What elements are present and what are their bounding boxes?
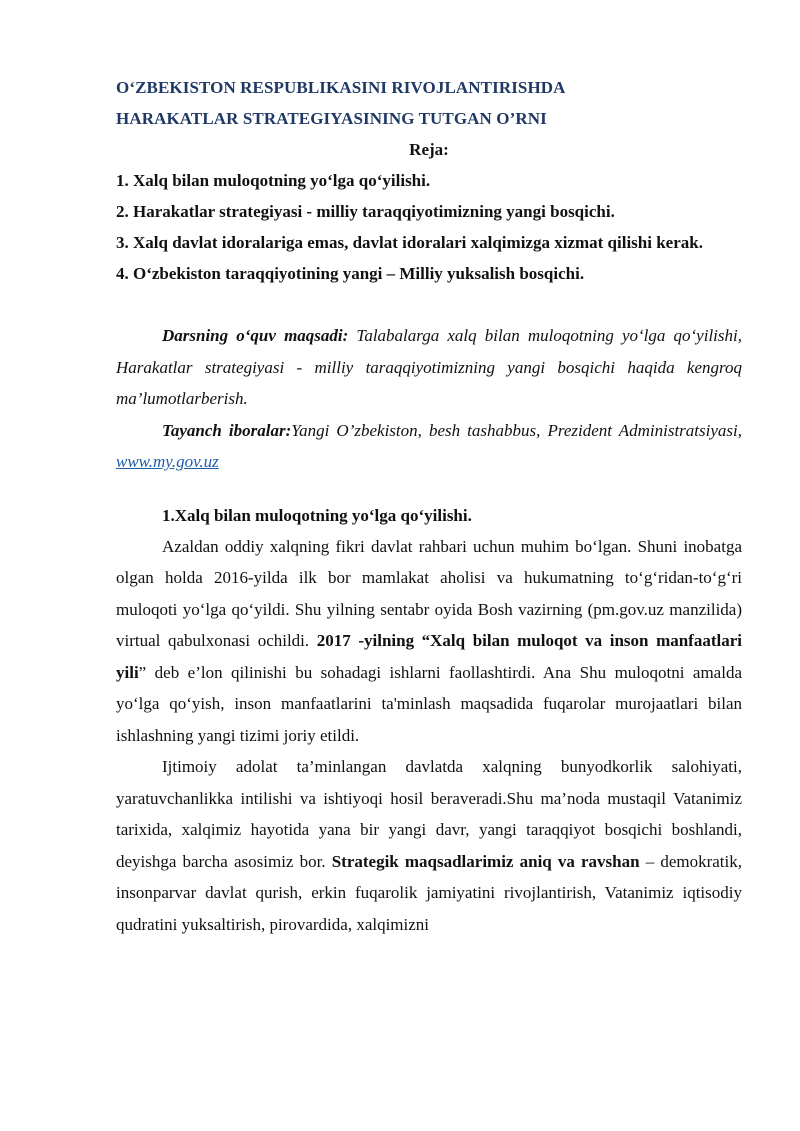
keywords-label: Tayanch iboralar: [162,420,292,440]
spacer [116,478,742,500]
website-link[interactable]: www.my.gov.uz [116,452,219,471]
keywords-text: Yangi O’zbekiston, besh tashabbus, Prezident Administratsiyasi, [291,420,742,440]
spacer [116,289,742,320]
document-title-line-2: HARAKATLAR STRATEGIYASINING TUTGAN O’RNI [116,109,547,128]
lesson-goal-label: Darsning o‘quv maqsadi: [162,326,349,345]
document-page [116,72,742,940]
plan-item-2: 2. Harakatlar strategiyasi - milliy taraqqiyotimizning yangi bosqichi. [116,202,615,221]
paragraph-1-text-b: ” deb e’lon qilinishi bu sohadagi ishlarni faollashtirdi. Ana Shu muloqotni amalda yo‘lga qo‘yish, inson manfaatlarini ta'minlash maqsadida fuqarolar murojaatlari bilan ishlashning yangi tizimi joriy etildi. [116,662,742,745]
section-1-heading: 1.Xalq bilan muloqotning yo‘lga qo‘yilishi. [162,505,472,525]
plan-item-1: 1. Xalq bilan muloqotning yo‘lga qo‘yilishi. [116,171,431,190]
plan-item-4: 4. O‘zbekiston taraqqiyotining yangi – Milliy yuksalish bosqichi. [116,264,585,283]
paragraph-2-text-a: Ijtimoiy adolat ta’minlangan davlatda xalqning bunyodkorlik salohiyati, yaratuvchanlikka intilishi va ishtiyoqi hosil beraveradi.Shu ma’noda mustaqil Vatanimiz tarixida, xalqimiz hayotida yana bir yangi davr, yangi taraqqiyot bosqichi boshlandi, deyishga barcha asosimiz bor. [116,757,742,871]
paragraph-2-bold: Strategik maqsadlarimiz aniq va ravshan [331,851,640,871]
lesson-goal-paragraph [116,320,742,415]
document-title-line-1: O‘ZBEKISTON RESPUBLIKASINI RIVOJLANTIRISHDA [116,78,566,97]
keywords-paragraph [116,415,742,478]
paragraph-1-text-a: Azaldan oddiy xalqning fikri davlat rahbari uchun muhim bo‘lgan. Shuni inobatga olgan holda 2016-yilda ilk bor mamlakat aholisi va hukumatning to‘g‘ridan-to‘g‘ri muloqoti yo‘lga qo‘yildi. Shu yilning sentabr oyida Bosh vazirning (pm.gov.uz manzilida) virtual qabulxonasi ochildi. [116,536,742,650]
paragraph-2-text-b: – demokratik, insonparvar davlat qurish, erkin fuqarolik jamiyatini rivojlantirish, Vatanimiz iqtisodiy qudratini yuksaltirish, pirovardida, xalqimizni [116,851,743,934]
body-paragraph-2 [116,751,742,940]
plan-item-3: 3. Xalq davlat idoralariga emas, davlat idoralari xalqimizga xizmat qilishi kerak. [116,233,703,252]
paragraph-1-bold: 2017 -yilning “Xalq bilan muloqot va inson manfaatlari yili [116,631,743,682]
body-paragraph-1 [116,531,742,752]
lesson-goal-text: Talabalarga xalq bilan muloqotning yo‘lga qo‘yilishi, Harakatlar strategiyasi - milliy taraqqiyotimizning yangi bosqichi haqida kengroq ma’lumotlarberish. [116,326,742,408]
plan-heading: Reja: [409,140,449,159]
